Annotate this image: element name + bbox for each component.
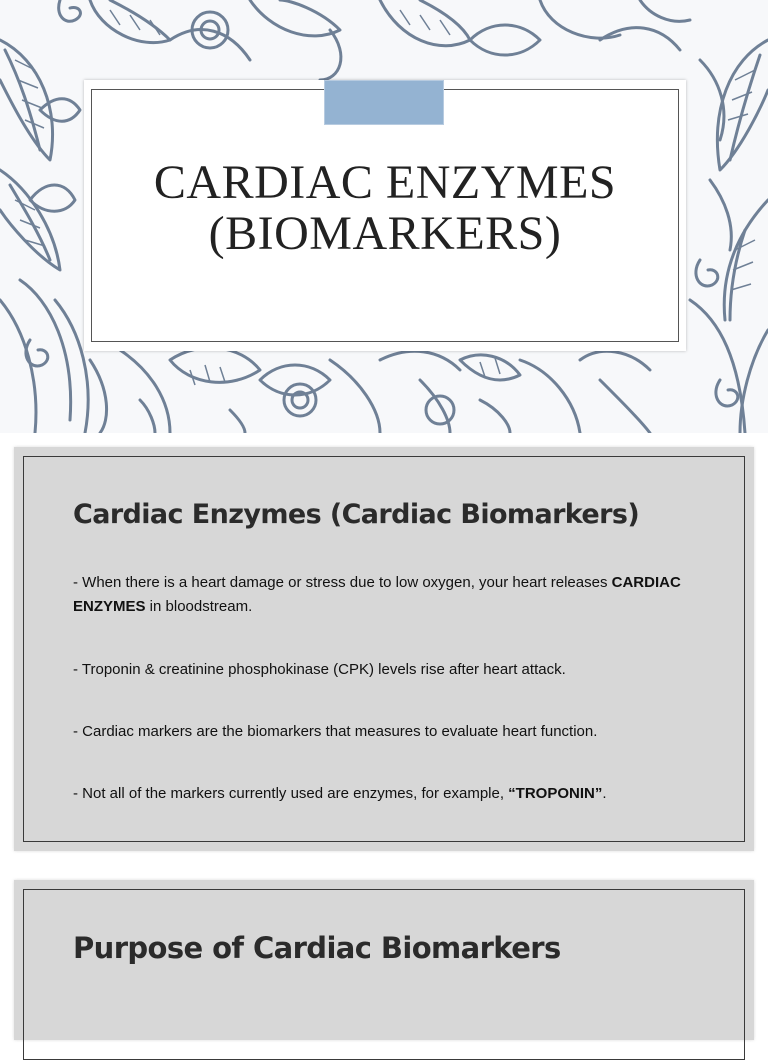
slide-frame [23,889,745,1060]
bullet-cardiac-markers: - Cardiac markers are the biomarkers that measures to evaluate heart function. [73,723,598,740]
bullet-text: in bloodstream. [145,598,253,615]
bullet-troponin-cpk: - Troponin & creatinine phosphokinase (CPK) levels rise after heart attack. [73,661,566,678]
title-accent-tab [324,80,444,125]
slide-heading: Cardiac Enzymes (Cardiac Biomarkers) [73,499,640,530]
bullet-emphasis: “TROPONIN” [508,785,603,802]
title-line-2: (BIOMARKERS) [208,207,562,260]
slide-title [84,157,686,259]
content-slide-cardiac-enzymes [14,447,754,851]
content-slide-purpose [14,880,754,1040]
title-line-1: CARDIAC ENZYMES [153,156,617,209]
bullet-text: - Not all of the markers currently used are enzymes, for example, [73,785,509,802]
slide-heading: Purpose of Cardiac Biomarkers [73,931,561,965]
bullet-text: . [602,785,607,802]
bullet-emphasis: CARDIAC ENZYMES [73,574,681,615]
title-slide [0,0,768,433]
bullet-not-all-enzymes [73,782,713,806]
bullet-text: - When there is a heart damage or stress due to low oxygen, your heart releases [73,574,612,591]
title-card [84,80,686,351]
bullet-heart-damage [73,571,713,619]
